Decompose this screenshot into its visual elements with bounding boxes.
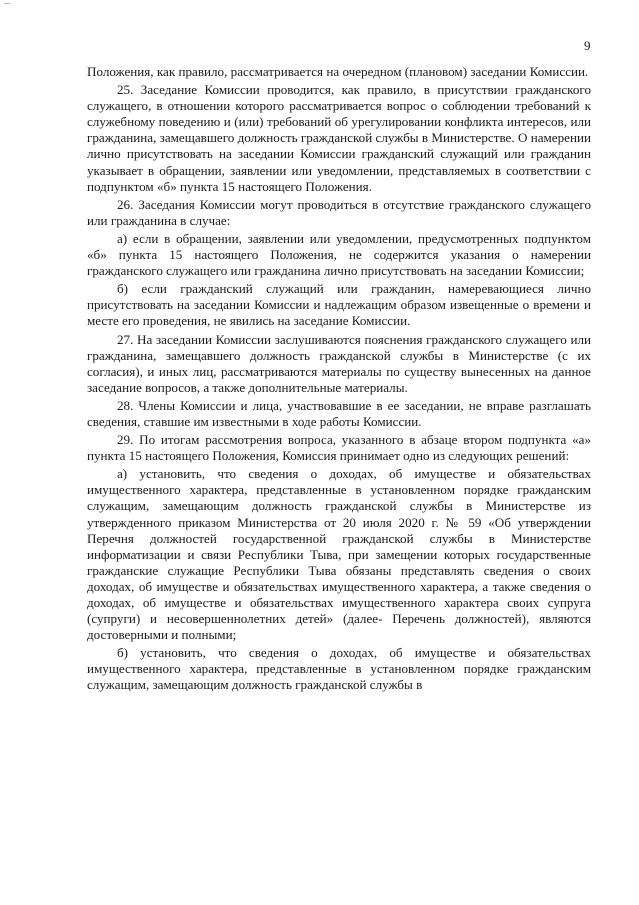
paragraph-28: 28. Члены Комиссии и лица, участвовавшие в ее заседании, не вправе разглашать сведения, ставшие им известными в ходе работы Комиссии.	[87, 397, 591, 429]
document-body	[87, 64, 591, 696]
scan-corner-mark	[4, 0, 10, 4]
paragraph-27: 27. На заседании Комиссии заслушиваются пояснения гражданского служащего или гражданина, замещавшего должность гражданской службы в Министерстве (с их согласия), и иных лиц, рассматриваются материалы по существу вынесенных на данное заседание вопросов, а также дополнительные материалы.	[87, 331, 591, 395]
paragraph-29-a: а) установить, что сведения о доходах, об имуществе и обязательствах имущественного характера, представленные в установленном порядке гражданским служащим, замещающим должность гражданской службы в Министерстве из утвержденного приказом Министерства от 20 июля 2020 г. № 59 «Об утверждении Перечня должностей государственной гражданской службы в Министерстве информатизации и связи Республики Тыва, при замещении которых государственные гражданские служащие Республики Тыва обязаны представлять сведения о своих доходах, об имуществе и обязательствах имущественного характера, а также сведения о доходах, об имуществе и обязательствах имущественного характера своих супруга (супруги) и несовершеннолетних детей» (далее- Перечень должностей), являются достоверными и полными;	[87, 466, 591, 643]
paragraph-26-a: а) если в обращении, заявлении или уведомлении, предусмотренных подпунктом «б» пункта 15 настоящего Положения, не содержится указания о намерении гражданского служащего или гражданина лично присутствовать на заседании Комиссии;	[87, 230, 591, 279]
paragraph-26: 26. Заседания Комиссии могут проводиться в отсутствие гражданского служащего или гражданина в случае:	[87, 196, 591, 228]
paragraph-25: 25. Заседание Комиссии проводится, как правило, в присутствии гражданского служащего, в отношении которого рассматривается вопрос о соблюдении требований к служебному поведению и (или) требований об урегулировании конфликта интересов, или гражданина, замещавшего должность гражданской службы в Министерстве. О намерении лично присутствовать на заседании Комиссии гражданский служащий или гражданин указывает в обращении, заявлении или уведомлении, представляемых в соответствии с подпунктом «б» пункта 15 настоящего Положения.	[87, 82, 591, 194]
page-number: 9	[584, 38, 591, 53]
paragraph-29-b: б) установить, что сведения о доходах, об имуществе и обязательствах имущественного характера, представленные в установленном порядке гражданским служащим, замещающим должность гражданской службы в	[87, 645, 591, 693]
paragraph-29: 29. По итогам рассмотрения вопроса, указанного в абзаце втором подпункта «а» пункта 15 настоящего Положения, Комиссия принимает одно из следующих решений:	[87, 432, 591, 464]
paragraph-continuation: Положения, как правило, рассматривается на очередном (плановом) заседании Комиссии.	[87, 64, 589, 79]
paragraph-26-b: б) если гражданский служащий или гражданин, намеревающиеся лично присутствовать на заседании Комиссии и надлежащим образом извещенные о времени и месте его проведения, не явились на заседание Комиссии.	[87, 281, 591, 329]
